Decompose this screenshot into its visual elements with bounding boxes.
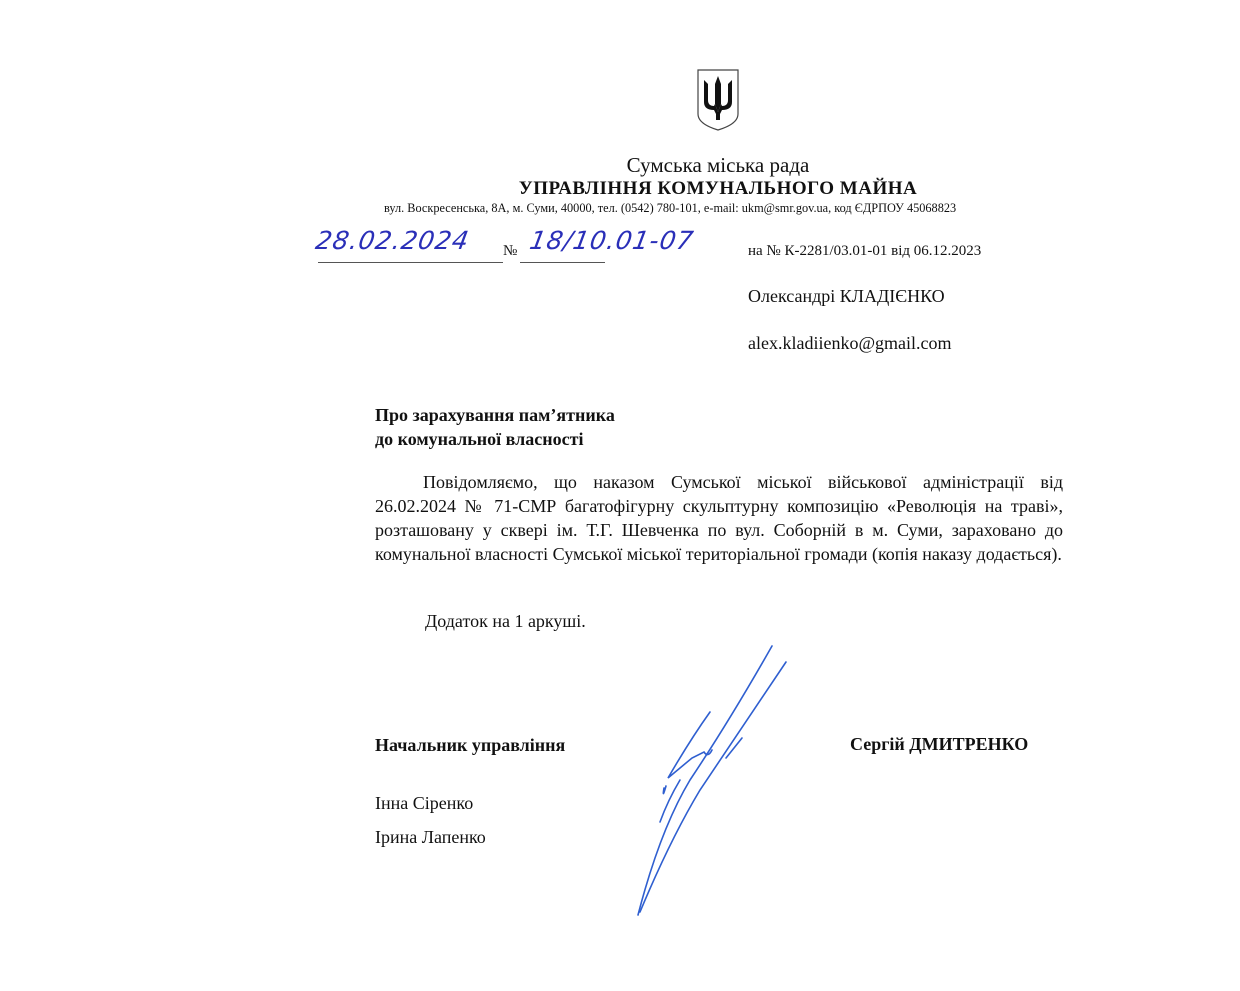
body-paragraph-text: Повідомляємо, що наказом Сумської міської військової адміністрації від 26.02.2024 № 71-СМР багатофігурну скульптурну композицію «Революція на траві», розташовану у сквері ім. Т.Г. Шевченка по вул. Соборній в м. Суми, зараховано до комунальної власності Сумської міської територіальної громади (копія наказу додається). [375, 472, 1063, 564]
ukraine-trident-icon [696, 68, 740, 132]
handwritten-signature [620, 630, 820, 930]
letter-subject [375, 403, 615, 451]
executor-name: Ірина Лапенко [375, 827, 486, 847]
body-paragraph [375, 470, 1063, 566]
signer-name: Сергій ДМИТРЕНКО [850, 734, 1029, 754]
date-underline [318, 262, 503, 263]
council-name: Сумська міська рада [626, 153, 810, 177]
subject-line-1: Про зарахування пам’ятника [375, 405, 615, 425]
reference-number: на № К-2281/03.01-01 від 06.12.2023 [748, 243, 982, 259]
signer-position: Начальник управління [375, 735, 566, 755]
department-address: вул. Воскресенська, 8А, м. Суми, 40000, тел. (0542) 780-101, e-mail: ukm@smr.gov.ua, код ЄДРПОУ 45068823 [384, 201, 957, 215]
recipient-email: alex.kladiienko@gmail.com [748, 333, 952, 353]
number-underline [520, 262, 605, 263]
department-name: УПРАВЛІННЯ КОМУНАЛЬНОГО МАЙНА [518, 178, 918, 199]
handwritten-date: 28.02.2024 [313, 226, 472, 255]
handwritten-number: 18/10.01-07 [527, 226, 697, 255]
recipient-name: Олександрі КЛАДІЄНКО [748, 286, 945, 306]
executor-name: Інна Сіренко [375, 793, 474, 813]
subject-line-2: до комунальної власності [375, 429, 584, 449]
attachment-note: Додаток на 1 аркуші. [425, 611, 586, 631]
number-sign: № [503, 243, 518, 259]
